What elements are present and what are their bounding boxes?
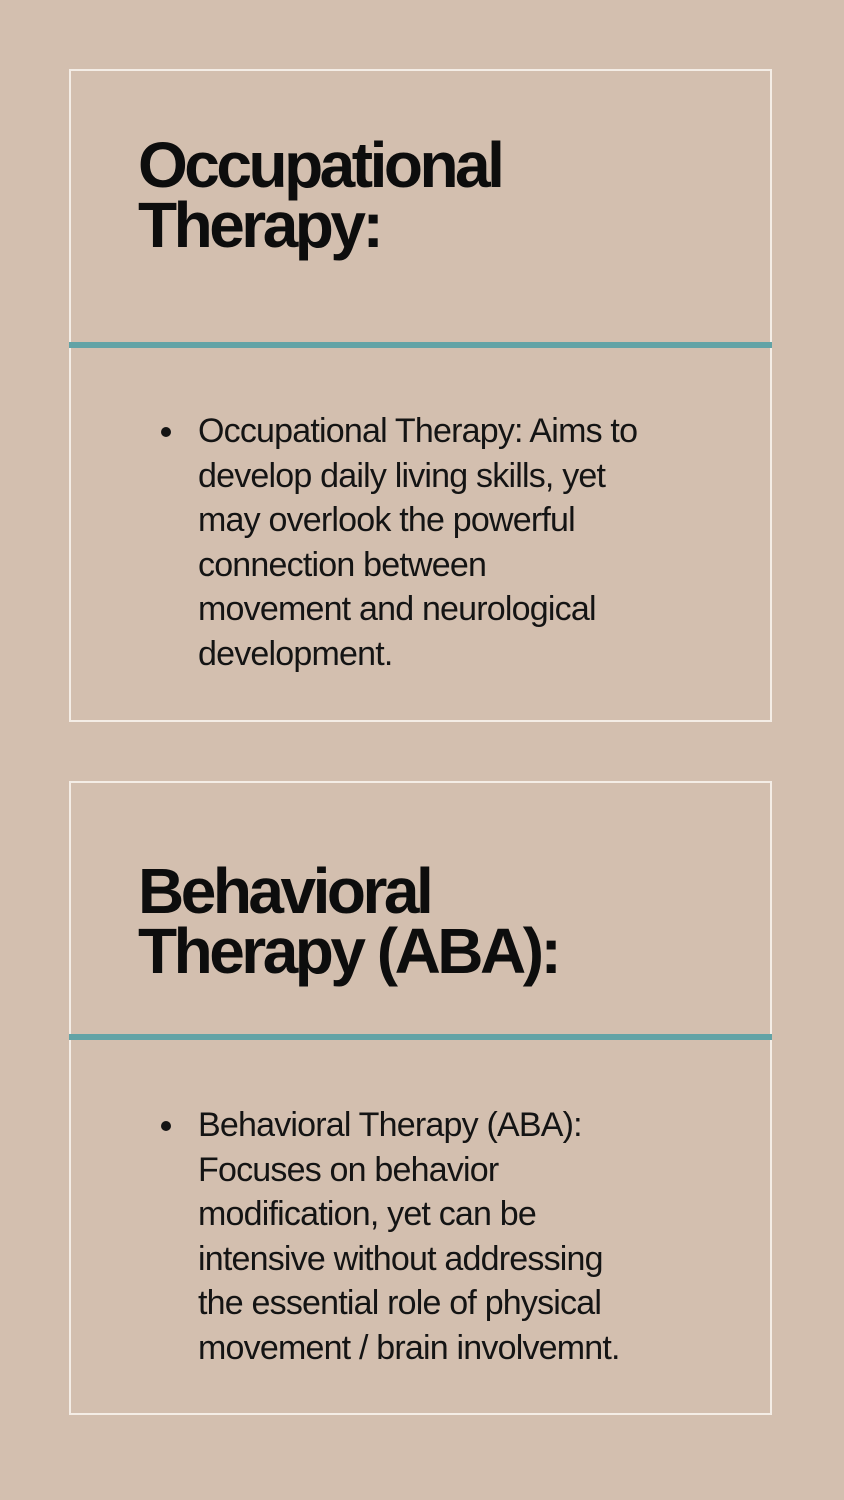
bullet-list <box>198 409 750 676</box>
list-item <box>198 409 750 676</box>
text-line: development. <box>198 634 393 673</box>
bullet-icon <box>161 427 171 437</box>
text-line: the essential role of physical <box>198 1284 602 1322</box>
text-line: connection between <box>198 545 487 584</box>
behavioral-therapy-card <box>69 781 772 1415</box>
text-line: movement and neurological <box>198 590 596 628</box>
title-line: Occupational <box>138 129 502 201</box>
text-line: Occupational Therapy: Aims to <box>198 412 638 450</box>
text-line: Focuses on behavior <box>198 1150 499 1189</box>
text-line: intensive without addressing <box>198 1239 603 1278</box>
divider <box>69 1034 772 1040</box>
title-line: Therapy (ABA): <box>138 915 559 987</box>
card-title <box>138 129 502 261</box>
title-line: Behavioral <box>138 855 431 927</box>
occupational-therapy-card <box>69 69 772 722</box>
bullet-icon <box>161 1121 171 1131</box>
card-title <box>138 855 559 987</box>
divider <box>69 342 772 348</box>
text-line: may overlook the powerful <box>198 501 575 539</box>
text-line: modification, yet can be <box>198 1195 536 1233</box>
text-line: Behavioral Therapy (ABA): <box>198 1106 582 1144</box>
bullet-list <box>198 1103 750 1370</box>
text-line: develop daily living skills, yet <box>198 456 606 495</box>
title-line: Therapy: <box>138 189 381 261</box>
list-item <box>198 1103 750 1370</box>
text-line: movement / brain involvemnt. <box>198 1328 620 1367</box>
